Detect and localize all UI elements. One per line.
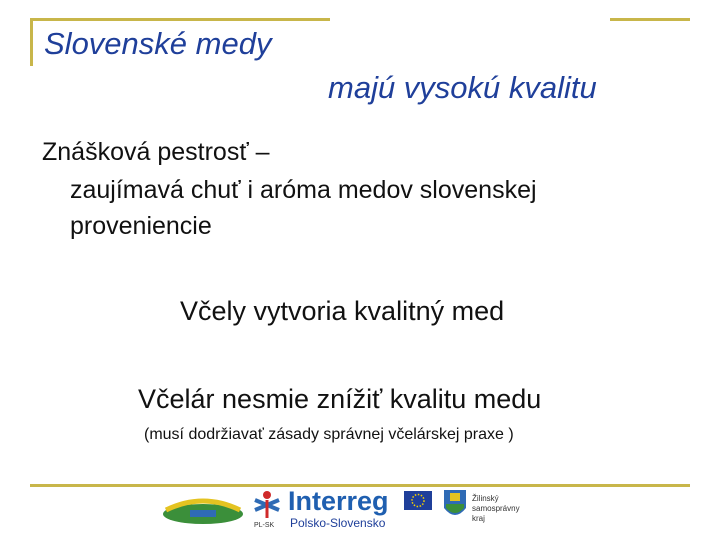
slide-title-line2: majú vysokú kvalitu [328, 70, 597, 105]
title-frame-left [30, 18, 33, 66]
interreg-wordmark: Interreg [288, 486, 389, 516]
region-name-line1: Žilinský [472, 494, 499, 503]
region-name-line2: samosprávny [472, 504, 520, 513]
eu-flag-icon [404, 491, 432, 510]
statement-bees: Včely vytvoria kvalitný med [180, 296, 505, 326]
bullet-text-line3: proveniencie [70, 212, 212, 240]
region-name [472, 494, 520, 524]
statement-beekeeper: Včelár nesmie znížiť kvalitu medu [138, 384, 542, 414]
program-name: Polsko-Slovensko [290, 516, 386, 530]
plsk-figure-icon [252, 490, 282, 520]
title-frame-top-right [610, 18, 690, 21]
statement-note: (musí dodržiavať zásady správnej včelárskej praxe ) [144, 426, 514, 443]
slide-title-line1: Slovenské medy [44, 26, 272, 61]
region-crest-icon [442, 488, 468, 524]
title-frame-top [30, 18, 330, 21]
bullet-text-line2: zaujímavá chuť i aróma medov slovenskej [70, 176, 537, 204]
region-name-line3: kraj [472, 514, 485, 523]
footer-logos [160, 488, 560, 538]
euroregion-logo-icon [160, 496, 246, 526]
plsk-label: PL-SK [254, 522, 275, 529]
bullet-heading: Znášková pestrosť – [42, 138, 270, 166]
